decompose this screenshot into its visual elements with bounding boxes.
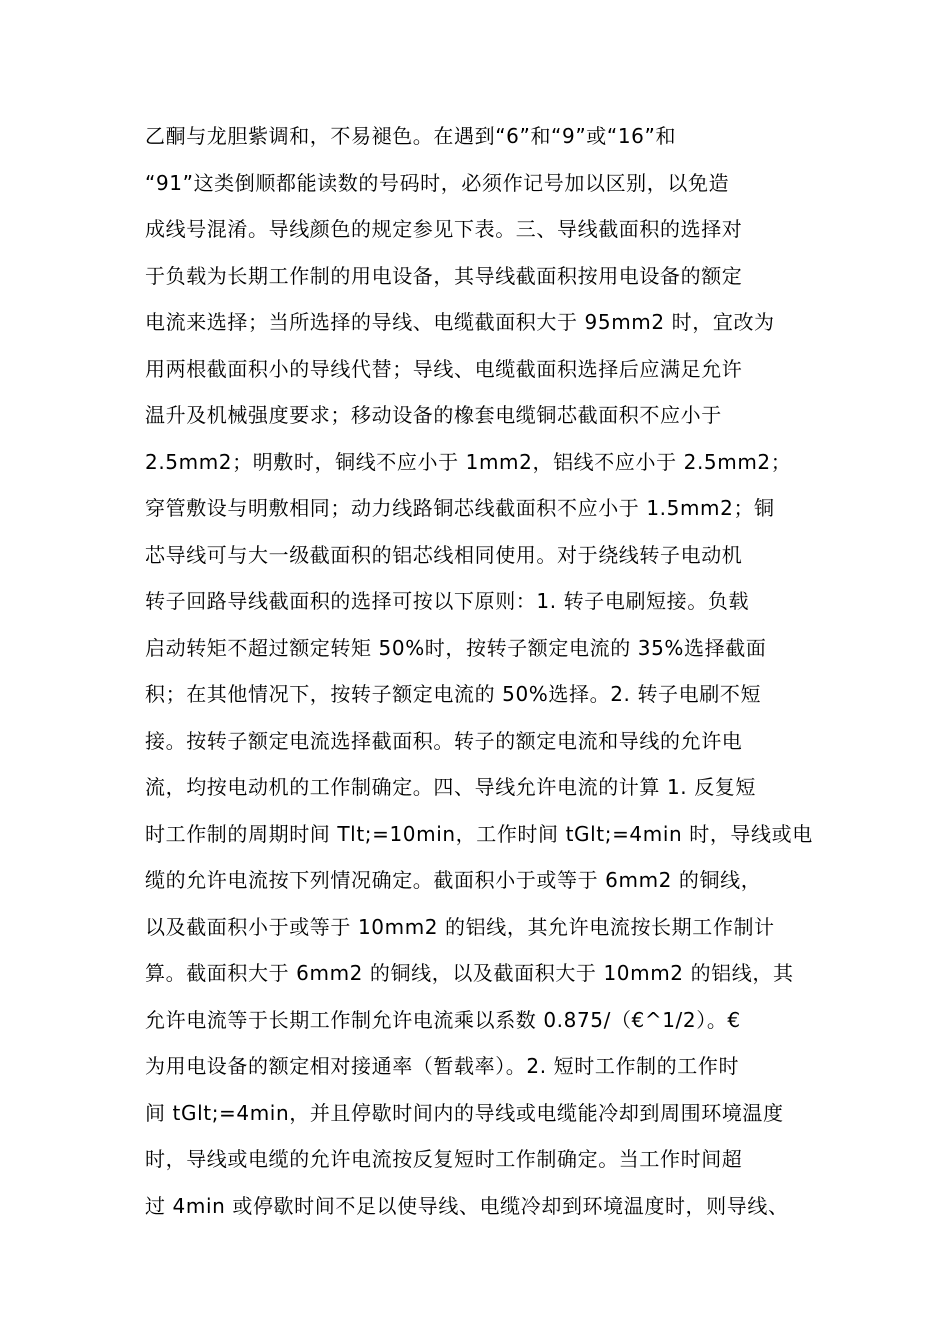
text-line: 以及截面积小于或等于 10mm2 的铝线，其允许电流按长期工作制计 xyxy=(145,914,775,939)
text-line: 流，均按电动机的工作制确定。四、导线允许电流的计算 1. 反复短 xyxy=(145,775,756,799)
text-line: 乙酮与龙胆紫调和，不易褪色。在遇到“6”和“9”或“16”和 xyxy=(145,124,677,148)
text-line: 于负载为长期工作制的用电设备，其导线截面积按用电设备的额定 xyxy=(145,263,743,288)
text-line: 缆的允许电流按下列情况确定。截面积小于或等于 6mm2 的铜线， xyxy=(145,868,762,892)
text-line: 间 tGlt;=4min，并且停歇时间内的导线或电缆能冷却到周围环境温度 xyxy=(145,1100,784,1125)
text-line: 用两根截面积小的导线代替；导线、电缆截面积选择后应满足允许 xyxy=(145,356,743,381)
text-line: 成线号混淆。导线颜色的规定参见下表。三、导线截面积的选择对 xyxy=(145,217,743,241)
text-line: 温升及机械强度要求；移动设备的橡套电缆铜芯截面积不应小于 xyxy=(145,403,722,427)
text-line: 芯导线可与大一级截面积的铝芯线相同使用。对于绕线转子电动机 xyxy=(145,542,743,567)
text-line: “91”这类倒顺都能读数的号码时，必须作记号加以区别，以免造 xyxy=(145,170,730,195)
text-line: 转子回路导线截面积的选择可按以下原则：1. 转子电刷短接。负载 xyxy=(145,589,750,613)
text-line: 为用电设备的额定相对接通率（暂载率）。2. 短时工作制的工作时 xyxy=(145,1054,740,1078)
text-line: 允许电流等于长期工作制允许电流乘以系数 0.875/（€^1/2）。€ xyxy=(145,1007,741,1032)
text-line: 算。截面积大于 6mm2 的铜线，以及截面积大于 10mm2 的铝线，其 xyxy=(145,961,794,985)
text-line: 积；在其他情况下，按转子额定电流的 50%选择。2. 转子电刷不短 xyxy=(145,682,762,706)
text-line: 2.5mm2；明敷时，铜线不应小于 1mm2，铝线不应小于 2.5mm2； xyxy=(145,449,792,474)
text-line: 启动转矩不超过额定转矩 50%时，按转子额定电流的 35%选择截面 xyxy=(145,635,767,660)
text-line: 时工作制的周期时间 Tlt;=10min，工作时间 tGlt;=4min 时，导线或电 xyxy=(145,821,813,846)
text-line: 接。按转子额定电流选择截面积。转子的额定电流和导线的允许电 xyxy=(145,728,743,753)
text-line: 过 4min 或停歇时间不足以使导线、电缆冷却到环境温度时，则导线、 xyxy=(145,1193,789,1218)
text-line: 时，导线或电缆的允许电流按反复短时工作制确定。当工作时间超 xyxy=(145,1147,743,1171)
text-line: 电流来选择；当所选择的导线、电缆截面积大于 95mm2 时，宜改为 xyxy=(145,310,775,334)
body-text xyxy=(145,113,825,1229)
text-line: 穿管敷设与明敷相同；动力线路铜芯线截面积不应小于 1.5mm2；铜 xyxy=(145,496,775,520)
